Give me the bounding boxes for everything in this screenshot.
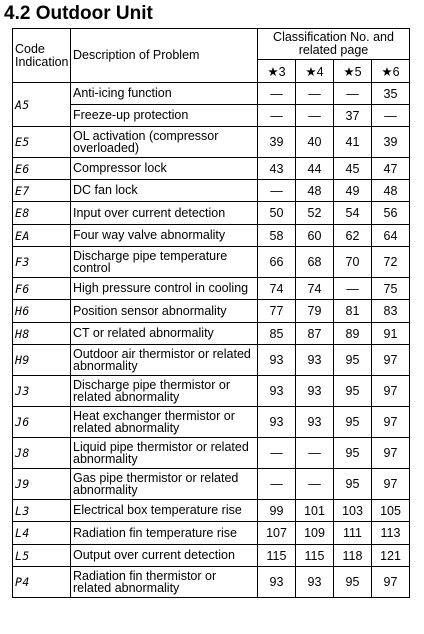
page-number-class-6: 97: [372, 376, 410, 407]
page-number-class-6: 97: [372, 469, 410, 500]
page-number-class-4: 68: [296, 247, 334, 278]
problem-description: Electrical box temperature rise: [71, 500, 258, 522]
page-number-class-3: 74: [258, 278, 296, 300]
page-number-class-4: 48: [296, 180, 334, 202]
code-indication: E7: [13, 180, 71, 202]
page-number-class-6: 35: [372, 83, 410, 105]
page-number-class-4: —: [296, 105, 334, 127]
page-number-class-6: 83: [372, 300, 410, 323]
page-number-class-6: 97: [372, 567, 410, 598]
page-number-class-5: 89: [334, 323, 372, 345]
page-number-class-5: —: [334, 83, 372, 105]
page-number-class-5: 62: [334, 225, 372, 247]
table-row: [13, 438, 410, 469]
page-number-class-5: 95: [334, 438, 372, 469]
page-number-class-6: 75: [372, 278, 410, 300]
page-number-class-4: —: [296, 83, 334, 105]
page-number-class-6: 91: [372, 323, 410, 345]
fault-code-table: [12, 28, 410, 598]
page-number-class-6: 97: [372, 407, 410, 438]
page-number-class-6: 56: [372, 202, 410, 225]
problem-description: Radiation fin thermistor or related abnormality: [71, 567, 258, 598]
classification-header: Classification No. and related page: [258, 29, 410, 60]
page-number-class-4: 93: [296, 376, 334, 407]
page-number-class-3: 99: [258, 500, 296, 522]
problem-description: Heat exchanger thermistor or related abnormality: [71, 407, 258, 438]
code-indication: EA: [13, 225, 71, 247]
page-number-class-3: 107: [258, 522, 296, 545]
page-number-class-3: 93: [258, 345, 296, 376]
table-row: [13, 323, 410, 345]
code-indication: E8: [13, 202, 71, 225]
page-number-class-5: 118: [334, 545, 372, 567]
page-number-class-6: 72: [372, 247, 410, 278]
page-number-class-6: 47: [372, 158, 410, 180]
description-header: Description of Problem: [71, 29, 258, 83]
page-number-class-4: 44: [296, 158, 334, 180]
table-row: [13, 300, 410, 323]
page-number-class-3: 85: [258, 323, 296, 345]
code-indication: A5: [13, 83, 71, 127]
code-indication: L5: [13, 545, 71, 567]
page-number-class-4: 74: [296, 278, 334, 300]
page-number-class-5: 37: [334, 105, 372, 127]
page-number-class-5: 54: [334, 202, 372, 225]
class-header-5: ★5: [334, 60, 372, 83]
table-row: [13, 202, 410, 225]
code-indication: J3: [13, 376, 71, 407]
table-row: [13, 567, 410, 598]
problem-description: Four way valve abnormality: [71, 225, 258, 247]
problem-description: Gas pipe thermistor or related abnormality: [71, 469, 258, 500]
class-header-4: ★4: [296, 60, 334, 83]
problem-description: Input over current detection: [71, 202, 258, 225]
page-number-class-6: 97: [372, 438, 410, 469]
code-indication: L3: [13, 500, 71, 522]
page-number-class-4: 79: [296, 300, 334, 323]
problem-description: Compressor lock: [71, 158, 258, 180]
table-row: [13, 407, 410, 438]
code-indication: J9: [13, 469, 71, 500]
page-number-class-3: —: [258, 180, 296, 202]
code-indication: H9: [13, 345, 71, 376]
page-number-class-3: —: [258, 83, 296, 105]
page-number-class-5: 95: [334, 376, 372, 407]
code-indication: F3: [13, 247, 71, 278]
page-number-class-6: —: [372, 105, 410, 127]
page-number-class-6: 97: [372, 345, 410, 376]
page-number-class-5: 81: [334, 300, 372, 323]
page-number-class-4: 52: [296, 202, 334, 225]
page-number-class-6: 39: [372, 127, 410, 158]
page-number-class-6: 64: [372, 225, 410, 247]
page-number-class-5: 103: [334, 500, 372, 522]
code-indication: J8: [13, 438, 71, 469]
page-number-class-4: 109: [296, 522, 334, 545]
problem-description: Output over current detection: [71, 545, 258, 567]
page-number-class-5: 111: [334, 522, 372, 545]
page-number-class-3: 58: [258, 225, 296, 247]
page-number-class-4: 115: [296, 545, 334, 567]
page-title: 4.2 Outdoor Unit: [4, 3, 153, 24]
code-indication-header: Code Indication: [13, 29, 71, 83]
code-indication: E6: [13, 158, 71, 180]
table-row: [13, 376, 410, 407]
page-number-class-6: 48: [372, 180, 410, 202]
page-number-class-3: 93: [258, 376, 296, 407]
page-number-class-3: 115: [258, 545, 296, 567]
problem-description: High pressure control in cooling: [71, 278, 258, 300]
table-body: [13, 83, 410, 598]
code-indication: J6: [13, 407, 71, 438]
table-row: [13, 127, 410, 158]
page-number-class-6: 121: [372, 545, 410, 567]
page-number-class-3: 39: [258, 127, 296, 158]
page-number-class-5: 41: [334, 127, 372, 158]
code-indication: H8: [13, 323, 71, 345]
code-indication: E5: [13, 127, 71, 158]
page-number-class-3: 66: [258, 247, 296, 278]
page-number-class-6: 113: [372, 522, 410, 545]
table-row: [13, 180, 410, 202]
code-indication: H6: [13, 300, 71, 323]
table-row: [13, 345, 410, 376]
page-number-class-4: 40: [296, 127, 334, 158]
table-row: [13, 247, 410, 278]
table-row: [13, 278, 410, 300]
table-row: [13, 500, 410, 522]
problem-description: Outdoor air thermistor or related abnormality: [71, 345, 258, 376]
table-row: [13, 158, 410, 180]
problem-description: CT or related abnormality: [71, 323, 258, 345]
table-row: [13, 225, 410, 247]
page-number-class-5: 95: [334, 567, 372, 598]
page-number-class-5: —: [334, 278, 372, 300]
page-number-class-3: 50: [258, 202, 296, 225]
problem-description: Liquid pipe thermistor or related abnormality: [71, 438, 258, 469]
table-row: [13, 522, 410, 545]
page-number-class-3: 93: [258, 567, 296, 598]
problem-description: Discharge pipe thermistor or related abnormality: [71, 376, 258, 407]
problem-description: Position sensor abnormality: [71, 300, 258, 323]
page-number-class-5: 70: [334, 247, 372, 278]
page-number-class-3: —: [258, 469, 296, 500]
problem-description: Anti-icing function: [71, 83, 258, 105]
page-number-class-4: 93: [296, 345, 334, 376]
problem-description: OL activation (compressor overloaded): [71, 127, 258, 158]
problem-description: DC fan lock: [71, 180, 258, 202]
page-number-class-4: 101: [296, 500, 334, 522]
page-number-class-4: 93: [296, 407, 334, 438]
code-indication: L4: [13, 522, 71, 545]
problem-description: Freeze-up protection: [71, 105, 258, 127]
page-number-class-4: —: [296, 438, 334, 469]
page-number-class-4: —: [296, 469, 334, 500]
page-number-class-3: —: [258, 438, 296, 469]
page-number-class-5: 95: [334, 407, 372, 438]
page-number-class-6: 105: [372, 500, 410, 522]
problem-description: Discharge pipe temperature control: [71, 247, 258, 278]
table-row: [13, 545, 410, 567]
problem-description: Radiation fin temperature rise: [71, 522, 258, 545]
page-number-class-5: 95: [334, 345, 372, 376]
page-number-class-3: 43: [258, 158, 296, 180]
code-indication: F6: [13, 278, 71, 300]
table-header: [13, 29, 410, 83]
class-header-6: ★6: [372, 60, 410, 83]
table-row: [13, 469, 410, 500]
code-indication: P4: [13, 567, 71, 598]
page-number-class-5: 49: [334, 180, 372, 202]
page-number-class-3: 77: [258, 300, 296, 323]
page-number-class-3: 93: [258, 407, 296, 438]
table-row: [13, 105, 410, 127]
page-number-class-3: —: [258, 105, 296, 127]
page-number-class-5: 45: [334, 158, 372, 180]
class-header-3: ★3: [258, 60, 296, 83]
page-number-class-4: 93: [296, 567, 334, 598]
page-number-class-5: 95: [334, 469, 372, 500]
page-number-class-4: 60: [296, 225, 334, 247]
page-number-class-4: 87: [296, 323, 334, 345]
table-row: [13, 83, 410, 105]
